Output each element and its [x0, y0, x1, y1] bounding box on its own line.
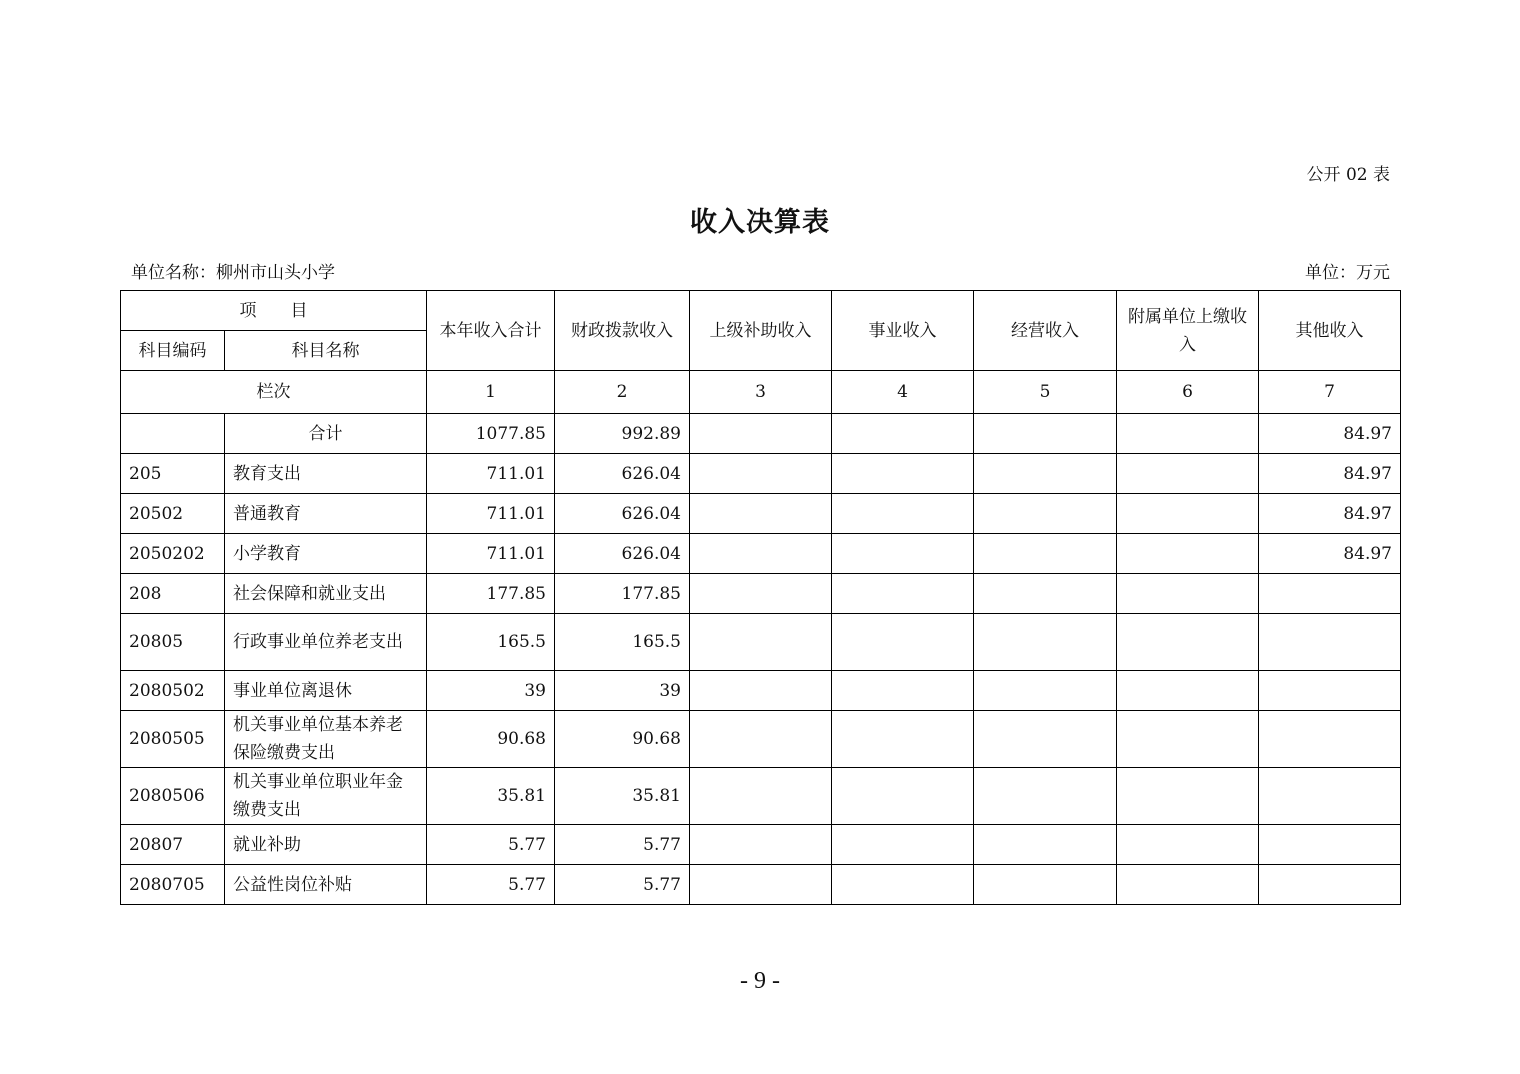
subject-code: 205: [121, 454, 225, 494]
total-value: [832, 414, 974, 454]
table-row: [121, 768, 1401, 825]
row-value: [1259, 711, 1401, 768]
column-number: 4: [832, 371, 974, 414]
currency-unit: 单位：万元: [1305, 263, 1390, 283]
total-value: 992.89: [555, 414, 690, 454]
subject-name: 机关事业单位职业年金缴费支出: [225, 768, 427, 825]
row-value: [1259, 825, 1401, 865]
row-value: [832, 574, 974, 614]
row-value: 84.97: [1259, 534, 1401, 574]
row-value: [974, 614, 1117, 671]
row-value: [1117, 534, 1259, 574]
column-number: 5: [974, 371, 1117, 414]
row-value: 177.85: [427, 574, 555, 614]
table-row: [121, 711, 1401, 768]
column-number: 1: [427, 371, 555, 414]
row-value: 90.68: [427, 711, 555, 768]
row-value: 5.77: [427, 825, 555, 865]
header-col-5: 经营收入: [974, 291, 1117, 371]
row-value: 626.04: [555, 534, 690, 574]
total-value: [690, 414, 832, 454]
table-row: [121, 494, 1401, 534]
row-value: [1259, 865, 1401, 905]
header-name: 科目名称: [225, 331, 427, 371]
header-col-7: 其他收入: [1259, 291, 1401, 371]
row-value: [690, 671, 832, 711]
unit-name: 单位名称：柳州市山头小学: [131, 263, 335, 283]
subject-name: 普通教育: [225, 494, 427, 534]
row-value: 84.97: [1259, 494, 1401, 534]
row-value: [690, 865, 832, 905]
header-col-2: 财政拨款收入: [555, 291, 690, 371]
row-value: [690, 574, 832, 614]
row-value: [1117, 671, 1259, 711]
row-value: [1117, 711, 1259, 768]
row-value: [974, 865, 1117, 905]
table-row: [121, 534, 1401, 574]
total-code-cell: [121, 414, 225, 454]
table-row: [121, 614, 1401, 671]
subject-name: 公益性岗位补贴: [225, 865, 427, 905]
row-value: [832, 671, 974, 711]
row-value: [690, 825, 832, 865]
column-number: 3: [690, 371, 832, 414]
row-value: [832, 825, 974, 865]
column-number: 2: [555, 371, 690, 414]
row-value: 5.77: [427, 865, 555, 905]
total-row: [121, 414, 1401, 454]
row-value: [974, 825, 1117, 865]
row-value: 626.04: [555, 454, 690, 494]
header-item: 项 目: [121, 291, 427, 331]
row-value: 84.97: [1259, 454, 1401, 494]
row-value: [690, 534, 832, 574]
column-number: 7: [1259, 371, 1401, 414]
row-value: [974, 574, 1117, 614]
row-value: [690, 768, 832, 825]
subject-code: 2080502: [121, 671, 225, 711]
row-value: [832, 454, 974, 494]
row-value: [832, 711, 974, 768]
table-row: [121, 825, 1401, 865]
row-value: [1117, 825, 1259, 865]
row-value: 165.5: [427, 614, 555, 671]
subject-code: 20807: [121, 825, 225, 865]
row-value: 177.85: [555, 574, 690, 614]
column-index-label: 栏次: [121, 371, 427, 414]
subject-code: 2080705: [121, 865, 225, 905]
subject-name: 小学教育: [225, 534, 427, 574]
header-code: 科目编码: [121, 331, 225, 371]
subject-name: 就业补助: [225, 825, 427, 865]
table-row: [121, 574, 1401, 614]
subject-name: 行政事业单位养老支出: [225, 614, 427, 671]
row-value: 165.5: [555, 614, 690, 671]
row-value: [974, 454, 1117, 494]
column-number: 6: [1117, 371, 1259, 414]
header-col-3: 上级补助收入: [690, 291, 832, 371]
row-value: [1117, 454, 1259, 494]
row-value: [1117, 865, 1259, 905]
header-col-6: 附属单位上缴收入: [1117, 291, 1259, 371]
total-value: 84.97: [1259, 414, 1401, 454]
income-table: [120, 290, 1401, 905]
row-value: [832, 865, 974, 905]
total-label: 合计: [225, 414, 427, 454]
total-value: [974, 414, 1117, 454]
row-value: [832, 768, 974, 825]
header-col-1: 本年收入合计: [427, 291, 555, 371]
subject-code: 2050202: [121, 534, 225, 574]
row-value: 5.77: [555, 825, 690, 865]
row-value: [1259, 768, 1401, 825]
subject-name: 社会保障和就业支出: [225, 574, 427, 614]
row-value: [832, 534, 974, 574]
row-value: [690, 494, 832, 534]
page-title: 收入决算表: [690, 207, 830, 238]
subject-code: 2080505: [121, 711, 225, 768]
row-value: [1117, 574, 1259, 614]
row-value: 626.04: [555, 494, 690, 534]
row-value: [690, 711, 832, 768]
subject-name: 机关事业单位基本养老保险缴费支出: [225, 711, 427, 768]
row-value: [690, 614, 832, 671]
table-row: [121, 671, 1401, 711]
row-value: [1259, 614, 1401, 671]
row-value: 711.01: [427, 494, 555, 534]
subject-code: 2080506: [121, 768, 225, 825]
row-value: 35.81: [555, 768, 690, 825]
row-value: [974, 534, 1117, 574]
subject-code: 20805: [121, 614, 225, 671]
row-value: [974, 671, 1117, 711]
row-value: [1117, 768, 1259, 825]
total-value: 1077.85: [427, 414, 555, 454]
subject-name: 事业单位离退休: [225, 671, 427, 711]
subject-code: 20502: [121, 494, 225, 534]
row-value: [1259, 671, 1401, 711]
row-value: [974, 768, 1117, 825]
row-value: [974, 494, 1117, 534]
row-value: 39: [427, 671, 555, 711]
row-value: 39: [555, 671, 690, 711]
row-value: [690, 454, 832, 494]
row-value: 35.81: [427, 768, 555, 825]
table-row: [121, 865, 1401, 905]
row-value: 711.01: [427, 534, 555, 574]
header-col-4: 事业收入: [832, 291, 974, 371]
total-value: [1117, 414, 1259, 454]
row-value: [832, 494, 974, 534]
subject-code: 208: [121, 574, 225, 614]
row-value: 711.01: [427, 454, 555, 494]
form-code: 公开 02 表: [1306, 165, 1390, 185]
row-value: 5.77: [555, 865, 690, 905]
row-value: [832, 614, 974, 671]
row-value: 90.68: [555, 711, 690, 768]
row-value: [1117, 494, 1259, 534]
subject-name: 教育支出: [225, 454, 427, 494]
row-value: [1117, 614, 1259, 671]
page-number: - 9 -: [740, 968, 780, 994]
row-value: [974, 711, 1117, 768]
row-value: [1259, 574, 1401, 614]
table-row: [121, 454, 1401, 494]
